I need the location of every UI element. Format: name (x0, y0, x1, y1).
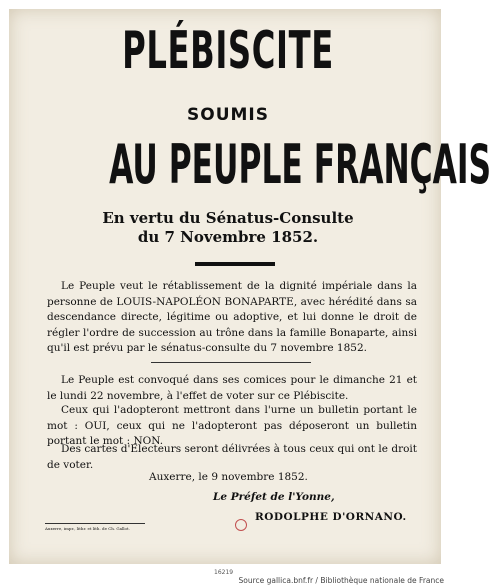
decree-line-2: du 7 Novembre 1852. (137, 228, 319, 246)
separator-rule (151, 362, 311, 363)
poster (23, 9, 491, 564)
decree-line-1: En vertu du Sénatus-Consulte (102, 209, 354, 227)
paragraph-cards: Des cartes d'Electeurs seront délivrées à tous ceux qui ont le droit de voter. (47, 443, 417, 471)
paragraph-proclamation: Le Peuple veut le rétablissement de la dignité impériale dans la personne de LOUIS-NAPOLÉON BONAPARTE, avec hérédité dans sa descendance directe, légitime ou adoptive, et lui donne le droit de régler l'ordre de succession au trône dans la famille Bonaparte, ainsi qu'il est prévu par le sénatus-consulte du 7 novembre 1852. (47, 280, 417, 354)
printer-imprint: Auxerre, impr., lithr. et lith. de Ch. Gallot. (45, 523, 145, 532)
poster-title: PLÉBISCITE (122, 21, 334, 81)
signer-name: RODOLPHE D'ORNANO. (255, 511, 407, 523)
separator-bar (195, 262, 275, 266)
poster-title-line2: AU PEUPLE FRANÇAIS (109, 133, 491, 196)
poster-sheet (9, 9, 491, 564)
date-place: Auxerre, le 9 novembre 1852. (149, 471, 308, 483)
library-stamp-icon (235, 519, 247, 531)
signer-title: Le Préfet de l'Yonne, (213, 491, 335, 503)
catalog-number: 16219 (214, 569, 234, 576)
source-credit: Source gallica.bnf.fr / Bibliothèque nationale de France (238, 576, 444, 585)
poster-subtitle: SOUMIS (187, 105, 269, 125)
paragraph-voting: Ceux qui l'adopteront mettront dans l'urne un bulletin portant le mot : OUI, ceux qui ne l'adopteront pas déposeront un bulletin portant le mot : NON. (47, 404, 417, 447)
decree-reference (23, 209, 433, 247)
paragraph-convocation: Le Peuple est convoqué dans ses comices pour le dimanche 21 et le lundi 22 novembre, à l'effet de voter sur ce Plébiscite. (47, 374, 417, 402)
